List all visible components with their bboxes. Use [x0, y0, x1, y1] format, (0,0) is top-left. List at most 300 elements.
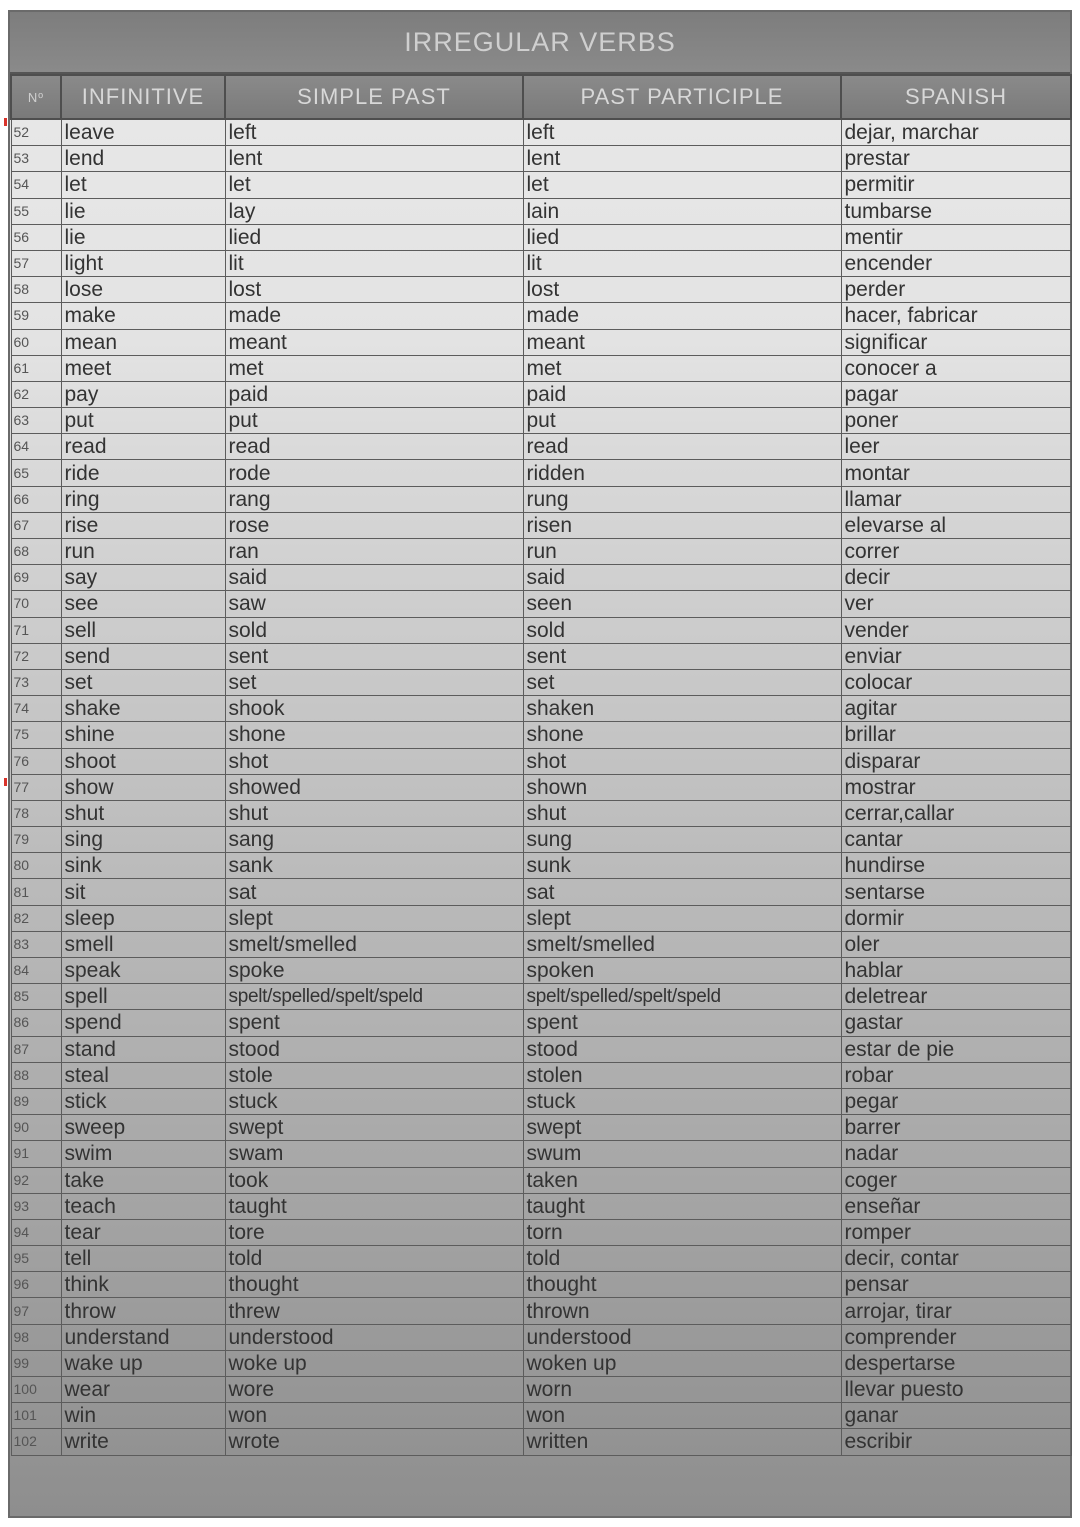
past-participle-cell: written: [523, 1429, 841, 1455]
spanish-cell: hundirse: [841, 853, 1071, 879]
past-participle-cell: thrown: [523, 1298, 841, 1324]
table-row: [11, 800, 1071, 826]
spanish-cell: prestar: [841, 146, 1071, 172]
past-participle-cell: spent: [523, 1010, 841, 1036]
spanish-cell: cerrar,callar: [841, 800, 1071, 826]
infinitive-cell: let: [61, 172, 225, 198]
verb-number: 68: [11, 539, 61, 565]
spanish-cell: escribir: [841, 1429, 1071, 1455]
table-row: [11, 1272, 1071, 1298]
simple-past-cell: sank: [225, 853, 523, 879]
table-row: [11, 879, 1071, 905]
simple-past-cell: thought: [225, 1272, 523, 1298]
table-row: [11, 1324, 1071, 1350]
simple-past-cell: shone: [225, 722, 523, 748]
table-row: [11, 1036, 1071, 1062]
verb-number: 82: [11, 905, 61, 931]
table-row: [11, 1062, 1071, 1088]
simple-past-cell: swam: [225, 1141, 523, 1167]
spanish-cell: colocar: [841, 669, 1071, 695]
past-participle-cell: shut: [523, 800, 841, 826]
table-row: [11, 1246, 1071, 1272]
past-participle-cell: let: [523, 172, 841, 198]
verb-number: 62: [11, 381, 61, 407]
simple-past-cell: told: [225, 1246, 523, 1272]
verb-number: 99: [11, 1350, 61, 1376]
infinitive-cell: smell: [61, 931, 225, 957]
table-row: [11, 303, 1071, 329]
column-header-past-participle: PAST PARTICIPLE: [523, 75, 841, 119]
simple-past-cell: sang: [225, 827, 523, 853]
verb-number: 84: [11, 958, 61, 984]
past-participle-cell: read: [523, 434, 841, 460]
table-row: [11, 827, 1071, 853]
infinitive-cell: rise: [61, 512, 225, 538]
spanish-cell: llamar: [841, 486, 1071, 512]
verb-number: 56: [11, 224, 61, 250]
past-participle-cell: torn: [523, 1219, 841, 1245]
spanish-cell: despertarse: [841, 1350, 1071, 1376]
simple-past-cell: sat: [225, 879, 523, 905]
infinitive-cell: sing: [61, 827, 225, 853]
simple-past-cell: showed: [225, 774, 523, 800]
table-title: IRREGULAR VERBS: [10, 12, 1070, 74]
spanish-cell: dejar, marchar: [841, 119, 1071, 146]
spanish-cell: poner: [841, 408, 1071, 434]
past-participle-cell: paid: [523, 381, 841, 407]
past-participle-cell: put: [523, 408, 841, 434]
spanish-cell: nadar: [841, 1141, 1071, 1167]
spanish-cell: perder: [841, 277, 1071, 303]
simple-past-cell: wrote: [225, 1429, 523, 1455]
past-participle-cell: shot: [523, 748, 841, 774]
past-participle-cell: lain: [523, 198, 841, 224]
spanish-cell: tumbarse: [841, 198, 1071, 224]
simple-past-cell: ran: [225, 539, 523, 565]
table-row: [11, 460, 1071, 486]
verb-number: 77: [11, 774, 61, 800]
simple-past-cell: smelt/smelled: [225, 931, 523, 957]
simple-past-cell: lit: [225, 250, 523, 276]
table-row: [11, 224, 1071, 250]
past-participle-cell: swum: [523, 1141, 841, 1167]
past-participle-cell: rung: [523, 486, 841, 512]
spanish-cell: disparar: [841, 748, 1071, 774]
infinitive-cell: spend: [61, 1010, 225, 1036]
past-participle-cell: spelt/spelled/spelt/speld: [523, 984, 841, 1010]
spanish-cell: elevarse al: [841, 512, 1071, 538]
table-row: [11, 1141, 1071, 1167]
table-row: [11, 748, 1071, 774]
spanish-cell: arrojar, tirar: [841, 1298, 1071, 1324]
past-participle-cell: met: [523, 355, 841, 381]
infinitive-cell: show: [61, 774, 225, 800]
verb-number: 86: [11, 1010, 61, 1036]
table-row: [11, 617, 1071, 643]
spanish-cell: gastar: [841, 1010, 1071, 1036]
table-row: [11, 277, 1071, 303]
table-row: [11, 1429, 1071, 1455]
simple-past-cell: slept: [225, 905, 523, 931]
past-participle-cell: understood: [523, 1324, 841, 1350]
infinitive-cell: spell: [61, 984, 225, 1010]
table-row: [11, 1167, 1071, 1193]
table-row: [11, 984, 1071, 1010]
simple-past-cell: sold: [225, 617, 523, 643]
past-participle-cell: stuck: [523, 1088, 841, 1114]
infinitive-cell: sell: [61, 617, 225, 643]
infinitive-cell: mean: [61, 329, 225, 355]
verb-number: 87: [11, 1036, 61, 1062]
simple-past-cell: won: [225, 1403, 523, 1429]
infinitive-cell: light: [61, 250, 225, 276]
verb-number: 66: [11, 486, 61, 512]
simple-past-cell: understood: [225, 1324, 523, 1350]
past-participle-cell: sunk: [523, 853, 841, 879]
spanish-cell: ver: [841, 591, 1071, 617]
past-participle-cell: ridden: [523, 460, 841, 486]
spanish-cell: robar: [841, 1062, 1071, 1088]
verb-number: 67: [11, 512, 61, 538]
infinitive-cell: lie: [61, 198, 225, 224]
table-row: [11, 1350, 1071, 1376]
column-header-spanish: SPANISH: [841, 75, 1071, 119]
past-participle-cell: said: [523, 565, 841, 591]
infinitive-cell: steal: [61, 1062, 225, 1088]
verb-number: 95: [11, 1246, 61, 1272]
simple-past-cell: taught: [225, 1193, 523, 1219]
infinitive-cell: write: [61, 1429, 225, 1455]
past-participle-cell: sent: [523, 643, 841, 669]
spanish-cell: coger: [841, 1167, 1071, 1193]
infinitive-cell: meet: [61, 355, 225, 381]
infinitive-cell: pay: [61, 381, 225, 407]
verb-number: 80: [11, 853, 61, 879]
infinitive-cell: lose: [61, 277, 225, 303]
past-participle-cell: lit: [523, 250, 841, 276]
table-row: [11, 329, 1071, 355]
past-participle-cell: left: [523, 119, 841, 146]
table-row: [11, 1193, 1071, 1219]
verb-number: 100: [11, 1377, 61, 1403]
verb-number: 61: [11, 355, 61, 381]
simple-past-cell: rang: [225, 486, 523, 512]
table-body: [11, 119, 1071, 1455]
past-participle-cell: told: [523, 1246, 841, 1272]
table-row: [11, 669, 1071, 695]
simple-past-cell: spent: [225, 1010, 523, 1036]
infinitive-cell: shut: [61, 800, 225, 826]
spanish-cell: enseñar: [841, 1193, 1071, 1219]
verb-number: 76: [11, 748, 61, 774]
table-row: [11, 250, 1071, 276]
past-participle-cell: swept: [523, 1115, 841, 1141]
simple-past-cell: lied: [225, 224, 523, 250]
verb-number: 55: [11, 198, 61, 224]
simple-past-cell: set: [225, 669, 523, 695]
spanish-cell: leer: [841, 434, 1071, 460]
verb-number: 92: [11, 1167, 61, 1193]
spanish-cell: comprender: [841, 1324, 1071, 1350]
verb-number: 88: [11, 1062, 61, 1088]
spanish-cell: vender: [841, 617, 1071, 643]
infinitive-cell: run: [61, 539, 225, 565]
table-row: [11, 434, 1071, 460]
past-participle-cell: meant: [523, 329, 841, 355]
table-row: [11, 172, 1071, 198]
infinitive-cell: speak: [61, 958, 225, 984]
infinitive-cell: tear: [61, 1219, 225, 1245]
simple-past-cell: lost: [225, 277, 523, 303]
table-row: [11, 198, 1071, 224]
header-row: [11, 75, 1071, 119]
spanish-cell: hablar: [841, 958, 1071, 984]
infinitive-cell: wear: [61, 1377, 225, 1403]
verb-number: 70: [11, 591, 61, 617]
verb-number: 60: [11, 329, 61, 355]
simple-past-cell: threw: [225, 1298, 523, 1324]
simple-past-cell: saw: [225, 591, 523, 617]
verb-number: 93: [11, 1193, 61, 1219]
verb-number: 96: [11, 1272, 61, 1298]
past-participle-cell: seen: [523, 591, 841, 617]
spanish-cell: dormir: [841, 905, 1071, 931]
table-row: [11, 381, 1071, 407]
simple-past-cell: shut: [225, 800, 523, 826]
infinitive-cell: win: [61, 1403, 225, 1429]
infinitive-cell: throw: [61, 1298, 225, 1324]
infinitive-cell: set: [61, 669, 225, 695]
verb-number: 81: [11, 879, 61, 905]
table-row: [11, 565, 1071, 591]
infinitive-cell: put: [61, 408, 225, 434]
table-row: [11, 1377, 1071, 1403]
simple-past-cell: put: [225, 408, 523, 434]
table-row: [11, 696, 1071, 722]
infinitive-cell: ride: [61, 460, 225, 486]
verb-number: 98: [11, 1324, 61, 1350]
infinitive-cell: stick: [61, 1088, 225, 1114]
verb-number: 65: [11, 460, 61, 486]
infinitive-cell: read: [61, 434, 225, 460]
table-row: [11, 512, 1071, 538]
verb-number: 53: [11, 146, 61, 172]
spanish-cell: enviar: [841, 643, 1071, 669]
infinitive-cell: sink: [61, 853, 225, 879]
simple-past-cell: left: [225, 119, 523, 146]
table-row: [11, 119, 1071, 146]
spanish-cell: montar: [841, 460, 1071, 486]
simple-past-cell: lay: [225, 198, 523, 224]
verb-table-sheet: [8, 10, 1072, 1518]
past-participle-cell: sat: [523, 879, 841, 905]
past-participle-cell: shone: [523, 722, 841, 748]
spanish-cell: ganar: [841, 1403, 1071, 1429]
table-row: [11, 1010, 1071, 1036]
verb-number: 85: [11, 984, 61, 1010]
simple-past-cell: tore: [225, 1219, 523, 1245]
simple-past-cell: made: [225, 303, 523, 329]
verb-number: 78: [11, 800, 61, 826]
infinitive-cell: take: [61, 1167, 225, 1193]
infinitive-cell: ring: [61, 486, 225, 512]
spanish-cell: llevar puesto: [841, 1377, 1071, 1403]
past-participle-cell: risen: [523, 512, 841, 538]
verb-number: 89: [11, 1088, 61, 1114]
spanish-cell: encender: [841, 250, 1071, 276]
spanish-cell: decir, contar: [841, 1246, 1071, 1272]
red-margin-mark: [4, 118, 7, 126]
simple-past-cell: woke up: [225, 1350, 523, 1376]
table-row: [11, 958, 1071, 984]
infinitive-cell: lend: [61, 146, 225, 172]
spanish-cell: sentarse: [841, 879, 1071, 905]
infinitive-cell: see: [61, 591, 225, 617]
verb-number: 64: [11, 434, 61, 460]
column-header-number: Nº: [11, 75, 61, 119]
simple-past-cell: spoke: [225, 958, 523, 984]
past-participle-cell: won: [523, 1403, 841, 1429]
past-participle-cell: worn: [523, 1377, 841, 1403]
table-row: [11, 1298, 1071, 1324]
verb-number: 74: [11, 696, 61, 722]
past-participle-cell: spoken: [523, 958, 841, 984]
infinitive-cell: shake: [61, 696, 225, 722]
table-row: [11, 486, 1071, 512]
spanish-cell: estar de pie: [841, 1036, 1071, 1062]
past-participle-cell: stood: [523, 1036, 841, 1062]
spanish-cell: brillar: [841, 722, 1071, 748]
spanish-cell: deletrear: [841, 984, 1071, 1010]
spanish-cell: mentir: [841, 224, 1071, 250]
column-header-simple-past: SIMPLE PAST: [225, 75, 523, 119]
infinitive-cell: understand: [61, 1324, 225, 1350]
past-participle-cell: sold: [523, 617, 841, 643]
past-participle-cell: lent: [523, 146, 841, 172]
infinitive-cell: wake up: [61, 1350, 225, 1376]
past-participle-cell: shaken: [523, 696, 841, 722]
simple-past-cell: meant: [225, 329, 523, 355]
spanish-cell: conocer a: [841, 355, 1071, 381]
spanish-cell: oler: [841, 931, 1071, 957]
infinitive-cell: send: [61, 643, 225, 669]
simple-past-cell: said: [225, 565, 523, 591]
past-participle-cell: taught: [523, 1193, 841, 1219]
simple-past-cell: let: [225, 172, 523, 198]
simple-past-cell: read: [225, 434, 523, 460]
past-participle-cell: lied: [523, 224, 841, 250]
spanish-cell: cantar: [841, 827, 1071, 853]
spanish-cell: hacer, fabricar: [841, 303, 1071, 329]
table-row: [11, 355, 1071, 381]
simple-past-cell: rode: [225, 460, 523, 486]
infinitive-cell: shine: [61, 722, 225, 748]
table-row: [11, 1088, 1071, 1114]
infinitive-cell: shoot: [61, 748, 225, 774]
infinitive-cell: stand: [61, 1036, 225, 1062]
table-row: [11, 539, 1071, 565]
spanish-cell: pensar: [841, 1272, 1071, 1298]
verb-number: 71: [11, 617, 61, 643]
simple-past-cell: met: [225, 355, 523, 381]
verb-number: 97: [11, 1298, 61, 1324]
spanish-cell: decir: [841, 565, 1071, 591]
verb-number: 72: [11, 643, 61, 669]
spanish-cell: agitar: [841, 696, 1071, 722]
spanish-cell: romper: [841, 1219, 1071, 1245]
table-row: [11, 853, 1071, 879]
spanish-cell: pegar: [841, 1088, 1071, 1114]
infinitive-cell: teach: [61, 1193, 225, 1219]
past-participle-cell: woken up: [523, 1350, 841, 1376]
past-participle-cell: run: [523, 539, 841, 565]
spanish-cell: mostrar: [841, 774, 1071, 800]
verb-number: 83: [11, 931, 61, 957]
verb-number: 73: [11, 669, 61, 695]
past-participle-cell: lost: [523, 277, 841, 303]
spanish-cell: significar: [841, 329, 1071, 355]
simple-past-cell: spelt/spelled/spelt/speld: [225, 984, 523, 1010]
infinitive-cell: sweep: [61, 1115, 225, 1141]
table-row: [11, 1403, 1071, 1429]
infinitive-cell: make: [61, 303, 225, 329]
infinitive-cell: leave: [61, 119, 225, 146]
verb-number: 54: [11, 172, 61, 198]
table-row: [11, 1115, 1071, 1141]
spanish-cell: pagar: [841, 381, 1071, 407]
infinitive-cell: sleep: [61, 905, 225, 931]
simple-past-cell: sent: [225, 643, 523, 669]
simple-past-cell: rose: [225, 512, 523, 538]
verb-number: 90: [11, 1115, 61, 1141]
infinitive-cell: lie: [61, 224, 225, 250]
simple-past-cell: wore: [225, 1377, 523, 1403]
verb-number: 91: [11, 1141, 61, 1167]
verb-number: 69: [11, 565, 61, 591]
verb-number: 75: [11, 722, 61, 748]
past-participle-cell: made: [523, 303, 841, 329]
table-row: [11, 591, 1071, 617]
spanish-cell: permitir: [841, 172, 1071, 198]
infinitive-cell: think: [61, 1272, 225, 1298]
past-participle-cell: shown: [523, 774, 841, 800]
past-participle-cell: stolen: [523, 1062, 841, 1088]
verb-number: 57: [11, 250, 61, 276]
infinitive-cell: sit: [61, 879, 225, 905]
table-row: [11, 408, 1071, 434]
table-row: [11, 931, 1071, 957]
simple-past-cell: took: [225, 1167, 523, 1193]
simple-past-cell: lent: [225, 146, 523, 172]
verb-number: 52: [11, 119, 61, 146]
simple-past-cell: swept: [225, 1115, 523, 1141]
column-header-infinitive: INFINITIVE: [61, 75, 225, 119]
verb-number: 59: [11, 303, 61, 329]
irregular-verbs-table: [10, 74, 1072, 1456]
red-margin-mark: [4, 778, 7, 786]
verb-number: 63: [11, 408, 61, 434]
past-participle-cell: taken: [523, 1167, 841, 1193]
simple-past-cell: stole: [225, 1062, 523, 1088]
past-participle-cell: thought: [523, 1272, 841, 1298]
past-participle-cell: slept: [523, 905, 841, 931]
verb-number: 94: [11, 1219, 61, 1245]
verb-number: 58: [11, 277, 61, 303]
spanish-cell: barrer: [841, 1115, 1071, 1141]
simple-past-cell: stuck: [225, 1088, 523, 1114]
infinitive-cell: say: [61, 565, 225, 591]
simple-past-cell: paid: [225, 381, 523, 407]
